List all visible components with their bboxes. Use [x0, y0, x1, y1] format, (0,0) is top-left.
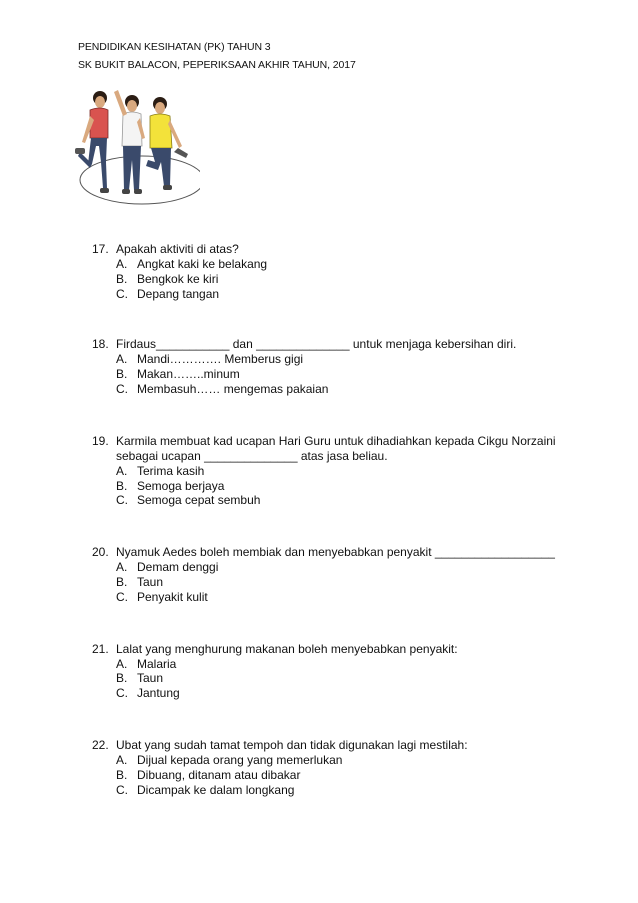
- option-a: [116, 753, 572, 768]
- option-text: Jantung: [137, 686, 180, 701]
- option-label: A.: [116, 352, 128, 367]
- option-b: [116, 575, 572, 590]
- option-c: [116, 382, 572, 397]
- option-text: Taun: [137, 574, 164, 589]
- option-list: [92, 560, 572, 604]
- option-text: Terima kasih: [137, 463, 205, 478]
- question-stem: Nyamuk Aedes boleh membiak dan menyebabkan penyakit __________________: [116, 545, 555, 560]
- option-label: B.: [116, 478, 128, 493]
- question-21: [92, 642, 572, 701]
- option-list: [92, 257, 572, 301]
- question-number: 21.: [92, 641, 109, 656]
- option-text: Mandi…………. Memberus gigi: [137, 352, 304, 367]
- question-20: [92, 545, 572, 604]
- option-list: [92, 464, 572, 508]
- figure-right-boy: [146, 97, 188, 190]
- question-number: 17.: [92, 242, 109, 256]
- option-label: C.: [116, 686, 128, 701]
- question-19: [92, 434, 572, 508]
- option-b: [116, 479, 572, 494]
- option-a: [116, 257, 572, 272]
- option-b: [116, 671, 572, 686]
- option-label: B.: [116, 767, 128, 782]
- option-c: [116, 493, 572, 508]
- question-stem: Karmila membuat kad ucapan Hari Guru untuk dihadiahkan kepada Cikgu Norzaini: [116, 433, 556, 448]
- option-text: Taun: [137, 671, 164, 686]
- option-a: [116, 657, 572, 672]
- option-a: [116, 464, 572, 479]
- option-b: [116, 768, 572, 783]
- question-number: 22.: [92, 737, 109, 752]
- option-text: Dijual kepada orang yang memerlukan: [137, 752, 343, 767]
- option-c: [116, 287, 572, 302]
- option-text: Makan……..minum: [137, 367, 240, 382]
- option-text: Depang tangan: [137, 286, 220, 301]
- option-label: A.: [116, 560, 128, 575]
- question-stem: Apakah aktiviti di atas?: [116, 242, 239, 256]
- option-b: [116, 367, 572, 382]
- option-label: A.: [116, 257, 128, 271]
- option-list: [92, 657, 572, 701]
- option-label: B.: [116, 271, 128, 286]
- option-label: C.: [116, 782, 128, 797]
- option-text: Angkat kaki ke belakang: [137, 257, 268, 271]
- question-17: [92, 242, 572, 301]
- option-c: [116, 783, 572, 798]
- option-label: A.: [116, 656, 128, 671]
- option-text: Dibuang, ditanam atau dibakar: [137, 767, 301, 782]
- question-list: [92, 242, 572, 797]
- question-18: [92, 337, 572, 396]
- question-stem: Lalat yang menghurung makanan boleh menyebabkan penyakit:: [116, 641, 458, 656]
- option-b: [116, 272, 572, 287]
- option-list: [92, 753, 572, 797]
- header-school-exam: SK BUKIT BALACON, PEPERIKSAAN AKHIR TAHUN, 2017: [78, 59, 356, 71]
- option-label: B.: [116, 367, 128, 382]
- question-stem: Ubat yang sudah tamat tempoh dan tidak digunakan lagi mestilah:: [116, 737, 468, 752]
- option-label: C.: [116, 286, 128, 301]
- figure-middle-boy: [114, 90, 145, 194]
- option-label: A.: [116, 463, 128, 478]
- question-number: 18.: [92, 337, 109, 352]
- option-text: Penyakit kulit: [137, 589, 208, 604]
- option-a: [116, 352, 572, 367]
- option-label: C.: [116, 589, 128, 604]
- question-number: 19.: [92, 433, 109, 448]
- option-text: Membasuh…… mengemas pakaian: [137, 381, 329, 396]
- option-label: C.: [116, 381, 128, 396]
- question-22: [92, 738, 572, 797]
- question-number: 20.: [92, 545, 109, 560]
- option-text: Semoga cepat sembuh: [137, 493, 261, 508]
- option-label: A.: [116, 752, 128, 767]
- option-text: Dicampak ke dalam longkang: [137, 782, 295, 797]
- option-text: Bengkok ke kiri: [137, 271, 219, 286]
- option-c: [116, 686, 572, 701]
- header-subject: PENDIDIKAN KESIHATAN (PK) TAHUN 3: [78, 41, 271, 53]
- document-header: [78, 38, 356, 74]
- option-text: Semoga berjaya: [137, 478, 225, 493]
- option-label: B.: [116, 574, 128, 589]
- option-a: [116, 560, 572, 575]
- question-stem-continued: sebagai ucapan ______________ atas jasa beliau.: [116, 448, 388, 463]
- option-label: C.: [116, 493, 128, 508]
- question-stem: Firdaus___________ dan ______________ untuk menjaga kebersihan diri.: [116, 337, 517, 352]
- option-text: Demam denggi: [137, 560, 219, 575]
- option-label: B.: [116, 671, 128, 686]
- option-c: [116, 590, 572, 605]
- exercise-illustration: [70, 80, 200, 215]
- option-text: Malaria: [137, 656, 177, 671]
- option-list: [92, 352, 572, 396]
